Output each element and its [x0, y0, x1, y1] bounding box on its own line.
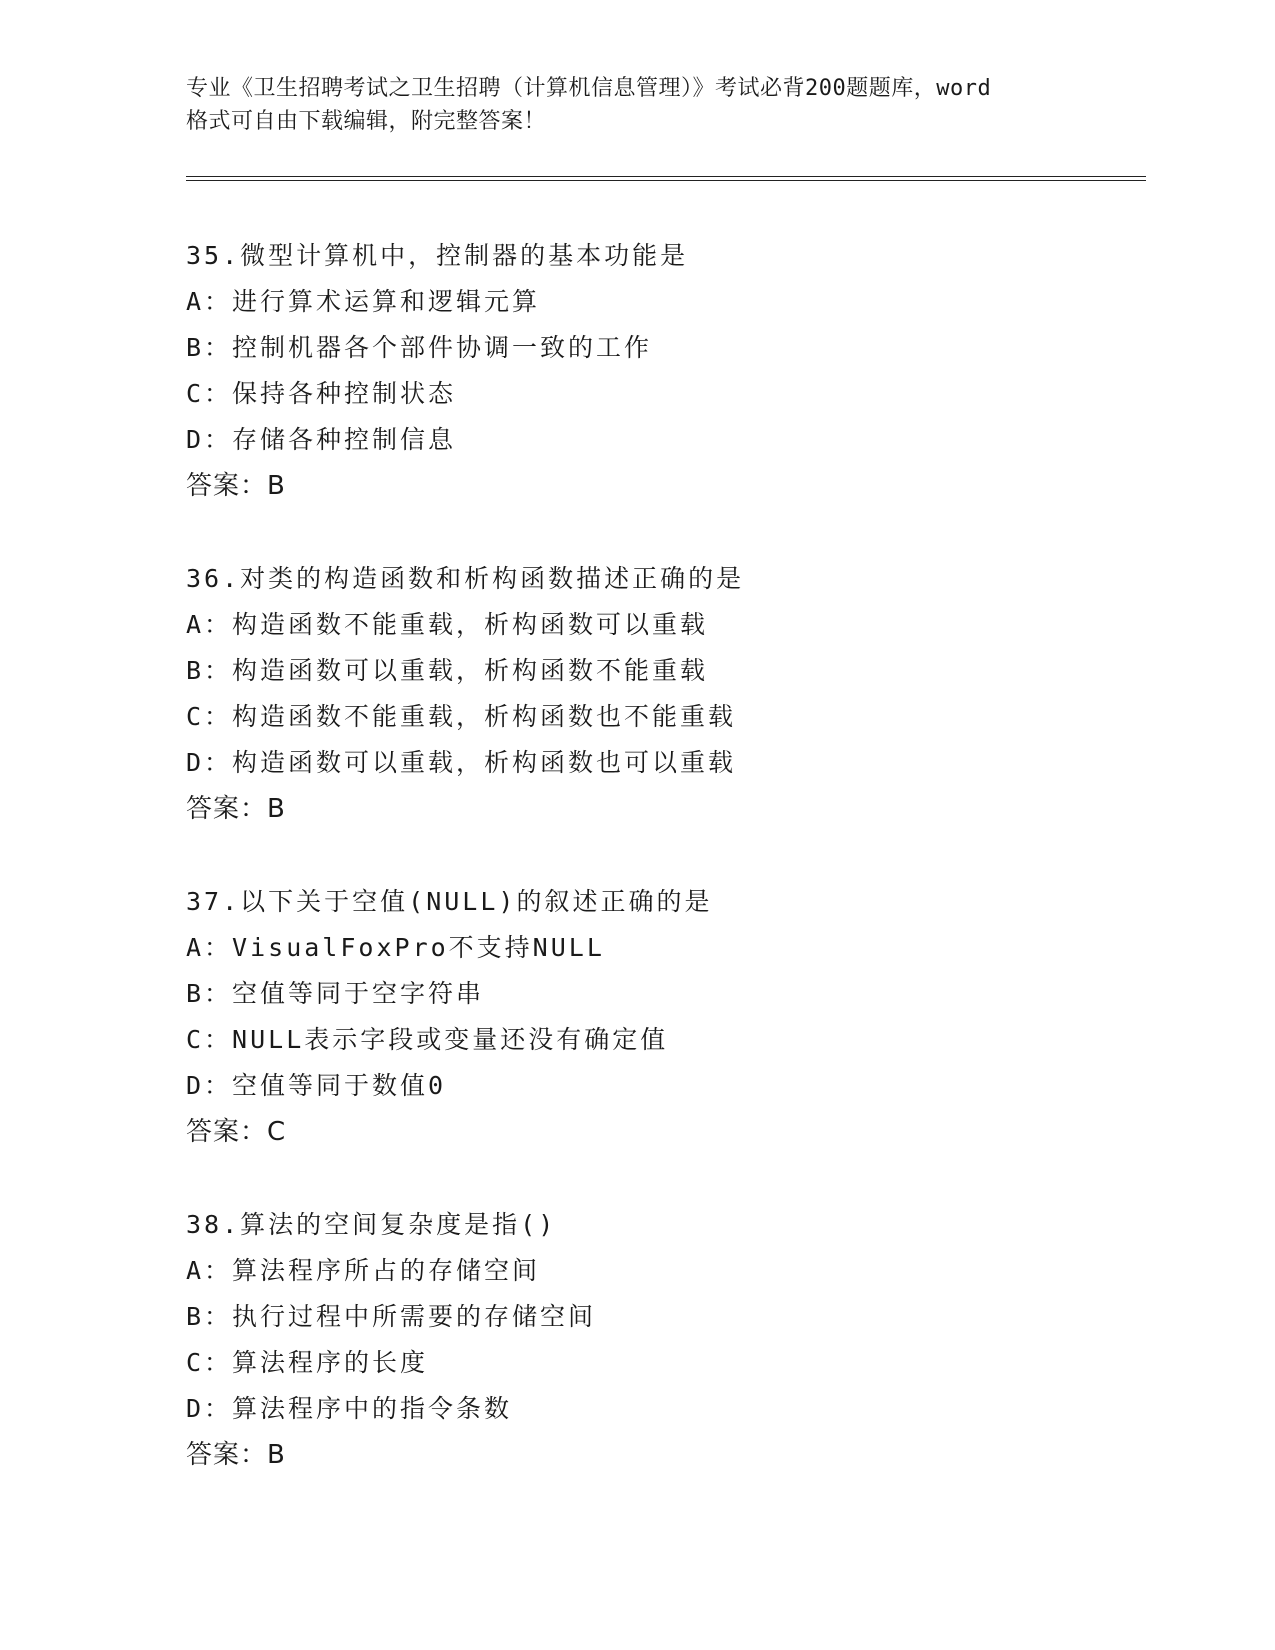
answer-label: 答案：B — [186, 794, 286, 824]
question-38 — [186, 1202, 1086, 1478]
question-list — [186, 233, 1086, 1525]
answer-label: 答案：B — [186, 471, 286, 501]
question-stem: 36.对类的构造函数和析构函数描述正确的是 — [186, 564, 745, 593]
option-c: C：NULL表示字段或变量还没有确定值 — [186, 1025, 669, 1054]
question-36 — [186, 556, 1086, 832]
option-a: A：算法程序所占的存储空间 — [186, 1256, 541, 1285]
option-a: A：构造函数不能重载，析构函数可以重载 — [186, 610, 709, 639]
question-stem: 37.以下关于空值(NULL)的叙述正确的是 — [186, 887, 713, 916]
answer-label: 答案：C — [186, 1117, 287, 1147]
option-a: A：VisualFoxPro不支持NULL — [186, 933, 605, 962]
header-divider — [186, 176, 1146, 181]
option-b: B：控制机器各个部件协调一致的工作 — [186, 333, 653, 362]
option-a: A：进行算术运算和逻辑元算 — [186, 287, 541, 316]
document-header — [186, 72, 1086, 138]
option-c: C：保持各种控制状态 — [186, 379, 457, 408]
question-35 — [186, 233, 1086, 509]
answer-label: 答案：B — [186, 1440, 286, 1470]
option-d: D：算法程序中的指令条数 — [186, 1394, 513, 1423]
option-d: D：构造函数可以重载，析构函数也可以重载 — [186, 748, 737, 777]
question-stem: 35.微型计算机中，控制器的基本功能是 — [186, 241, 689, 270]
question-37 — [186, 879, 1086, 1155]
header-title-line-2: 格式可自由下载编辑，附完整答案！ — [186, 109, 547, 134]
option-c: C：算法程序的长度 — [186, 1348, 429, 1377]
option-b: B：执行过程中所需要的存储空间 — [186, 1302, 597, 1331]
option-b: B：构造函数可以重载，析构函数不能重载 — [186, 656, 709, 685]
option-d: D：空值等同于数值0 — [186, 1071, 447, 1100]
header-title-line-1: 专业《卫生招聘考试之卫生招聘（计算机信息管理）》考试必背200题题库，word — [186, 76, 992, 101]
option-b: B：空值等同于空字符串 — [186, 979, 485, 1008]
option-d: D：存储各种控制信息 — [186, 425, 457, 454]
question-stem: 38.算法的空间复杂度是指() — [186, 1210, 557, 1239]
option-c: C：构造函数不能重载，析构函数也不能重载 — [186, 702, 737, 731]
